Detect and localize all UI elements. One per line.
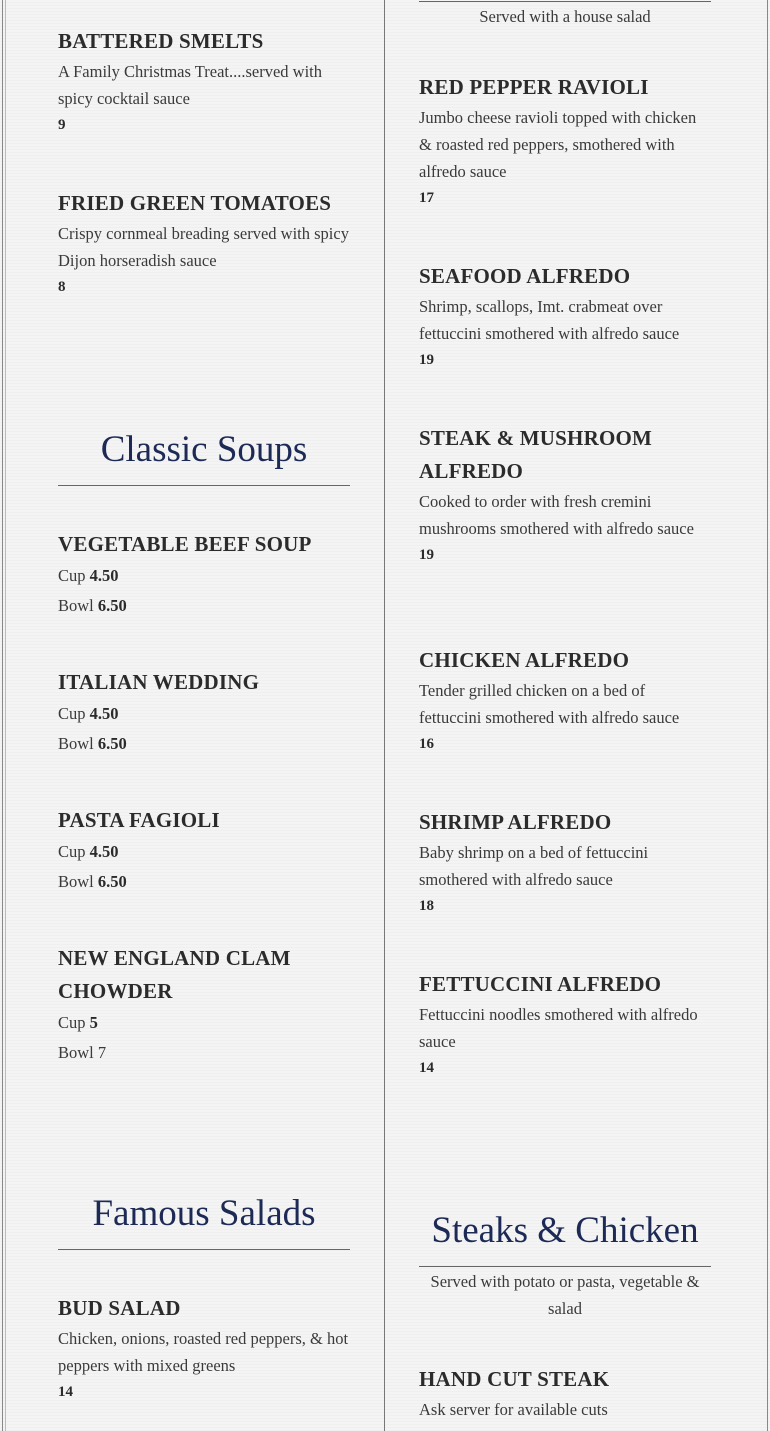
bowl-price-row: Bowl 6.50 bbox=[58, 596, 127, 615]
item-name: SHRIMP ALFREDO bbox=[419, 810, 612, 834]
bowl-price-row: Bowl 7 bbox=[58, 1043, 107, 1062]
section-rule bbox=[58, 1249, 350, 1250]
item-name: PASTA FAGIOLI bbox=[58, 808, 220, 832]
menu-item bbox=[58, 25, 350, 138]
cup-price-row: Cup 4.50 bbox=[58, 704, 119, 723]
item-name: BUD SALAD bbox=[58, 1296, 181, 1320]
bowl-price-row: Bowl 6.50 bbox=[58, 734, 127, 753]
section-header bbox=[58, 428, 350, 472]
section-title: Steaks & Chicken bbox=[431, 1210, 699, 1251]
item-description: Fettuccini noodles smothered with alfredo sauce bbox=[419, 1005, 698, 1051]
item-price: 14 bbox=[419, 1060, 434, 1076]
item-description: Baby shrimp on a bed of fettuccini smothered with alfredo sauce bbox=[419, 843, 649, 889]
soup-item bbox=[58, 666, 350, 759]
soup-item bbox=[58, 528, 350, 621]
section-title: Famous Salads bbox=[92, 1193, 316, 1234]
column-divider bbox=[384, 0, 385, 1431]
item-name: HAND CUT STEAK bbox=[419, 1367, 610, 1391]
menu-item bbox=[419, 71, 711, 211]
menu-item bbox=[419, 422, 711, 568]
menu-item bbox=[58, 187, 350, 300]
item-name: NEW ENGLAND CLAM CHOWDER bbox=[58, 946, 291, 1003]
item-name: RED PEPPER RAVIOLI bbox=[419, 75, 649, 99]
section-title: Classic Soups bbox=[100, 429, 308, 470]
item-price: 17 bbox=[419, 190, 434, 206]
item-description: Chicken, onions, roasted red peppers, & hot peppers with mixed greens bbox=[58, 1329, 349, 1375]
menu-item bbox=[419, 968, 711, 1081]
item-price: 9 bbox=[58, 117, 66, 133]
item-description: Tender grilled chicken on a bed of fettuccini smothered with alfredo sauce bbox=[419, 681, 680, 727]
section-subtitle: Served with a house salad bbox=[479, 7, 651, 26]
item-name: FRIED GREEN TOMATOES bbox=[58, 191, 332, 215]
item-price: 19 bbox=[419, 352, 434, 368]
item-price: 14 bbox=[58, 1384, 73, 1400]
menu-item bbox=[419, 1363, 711, 1423]
item-name: SEAFOOD ALFREDO bbox=[419, 264, 631, 288]
menu-item bbox=[419, 806, 711, 919]
section-rule bbox=[419, 1, 711, 2]
cup-price-row: Cup 4.50 bbox=[58, 842, 119, 861]
item-description: A Family Christmas Treat....served with spicy cocktail sauce bbox=[58, 62, 322, 108]
soup-item bbox=[58, 804, 350, 897]
item-description: Crispy cornmeal breading served with spicy Dijon horseradish sauce bbox=[58, 224, 349, 270]
section-header bbox=[419, 1209, 711, 1253]
item-price: 19 bbox=[419, 547, 434, 563]
page-border-left-inner bbox=[5, 0, 6, 1431]
item-name: BATTERED SMELTS bbox=[58, 29, 264, 53]
item-description: Jumbo cheese ravioli topped with chicken & roasted red peppers, smothered with alfredo sauce bbox=[419, 108, 697, 181]
section-rule bbox=[419, 1266, 711, 1267]
menu-item bbox=[419, 644, 711, 757]
section-rule bbox=[58, 485, 350, 486]
bowl-price-row: Bowl 6.50 bbox=[58, 872, 127, 891]
page-border-left bbox=[2, 0, 3, 1431]
section-header bbox=[58, 1192, 350, 1236]
menu-item bbox=[58, 1292, 350, 1405]
item-name: FETTUCCINI ALFREDO bbox=[419, 972, 662, 996]
cup-price-row: Cup 5 bbox=[58, 1013, 98, 1032]
cup-price-row: Cup 4.50 bbox=[58, 566, 119, 585]
item-price: 18 bbox=[419, 898, 434, 914]
item-name: ITALIAN WEDDING bbox=[58, 670, 260, 694]
item-price: 16 bbox=[419, 736, 434, 752]
item-description: Shrimp, scallops, Imt. crabmeat over fettuccini smothered with alfredo sauce bbox=[419, 297, 680, 343]
item-name: CHICKEN ALFREDO bbox=[419, 648, 630, 672]
item-price: 8 bbox=[58, 279, 66, 295]
item-name: STEAK & MUSHROOM ALFREDO bbox=[419, 426, 653, 483]
item-description: Ask server for available cuts bbox=[419, 1400, 608, 1419]
section-subtitle: Served with potato or pasta, vegetable & salad bbox=[430, 1272, 700, 1318]
soup-item bbox=[58, 942, 350, 1068]
item-description: Cooked to order with fresh cremini mushrooms smothered with alfredo sauce bbox=[419, 492, 694, 538]
item-name: VEGETABLE BEEF SOUP bbox=[58, 532, 312, 556]
menu-item bbox=[419, 260, 711, 373]
page-border-right bbox=[767, 0, 768, 1431]
